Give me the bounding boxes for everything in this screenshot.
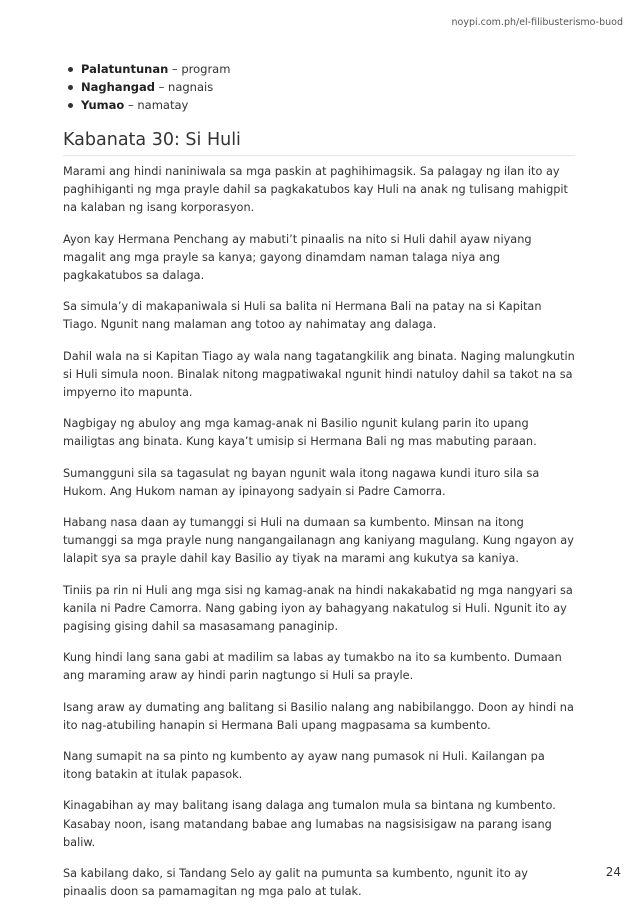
paragraph: Habang nasa daan ay tumanggi si Huli na dumaan sa kumbento. Minsan na itong tumanggi sa mga prayle nung nangangailanagn ang kaniyang magulang. Kung ngayon ay lalapit sya sa prayle dahil kay Basilio ay tiyak na marami ang kukutya sa kaniya. bbox=[63, 516, 574, 566]
paragraph: Isang araw ay dumating ang balitang si Basilio nalang ang nabibilanggo. Doon ay hindi na ito nag-atubiling hanapin si Hermana Bali upang magpasama sa kumbento. bbox=[63, 700, 574, 732]
definition-term: Palatuntunan bbox=[81, 62, 169, 76]
definition-item bbox=[81, 78, 575, 96]
chapter-body bbox=[63, 163, 575, 902]
bullet-icon bbox=[68, 103, 73, 108]
paragraph: Marami ang hindi naniniwala sa mga paskin at paghihimagsik. Sa palagay ng ilan ito ay paghihiganti ng mga prayle dahil sa pagkakatubos kay Huli na anak ng tulisang mahigpit na kalaban ng isang korporasyon. bbox=[63, 165, 568, 215]
paragraph: Sumangguni sila sa tagasulat ng bayan ngunit wala itong nagawa kundi ituro sila sa Hukom. Ang Hukom naman ay ipinayong sadyain si Padre Camorra. bbox=[63, 466, 540, 498]
paragraph: Kinagabihan ay may balitang isang dalaga ang tumalon mula sa bintana ng kumbento. Kasabay noon, isang matandang babae ang lumabas na nagsisisigaw na parang isang baliw. bbox=[63, 799, 556, 849]
paragraph: Ayon kay Hermana Penchang ay mabuti’t pinaalis na nito si Huli dahil ayaw niyang magalit ang mga prayle sa kanya; gayong dinamdam naman talaga niya ang pagkakatubos sa dalaga. bbox=[63, 232, 532, 283]
definition-list bbox=[63, 60, 575, 114]
definition-meaning: – program bbox=[168, 62, 231, 76]
bullet-icon bbox=[68, 67, 73, 72]
chapter-title: Kabanata 30: Si Huli bbox=[63, 130, 575, 156]
definition-meaning: – namatay bbox=[124, 98, 189, 112]
definition-item bbox=[81, 96, 575, 114]
paragraph: Sa simula’y di makapaniwala si Huli sa balita ni Hermana Bali na patay na si Kapitan Tiago. Ngunit nang malaman ang totoo ay nahimatay ang dalaga. bbox=[63, 300, 542, 332]
paragraph: Nagbigay ng abuloy ang mga kamag-anak ni Basilio ngunit kulang parin ito upang mailigtas ang binata. Kung kaya’t umisip si Hermana Bali ng mas mabuting paraan. bbox=[63, 417, 537, 449]
header-url: noypi.com.ph/el-filibusterismo-buod bbox=[451, 17, 623, 28]
definition-term: Yumao bbox=[81, 98, 125, 112]
paragraph: Nang sumapit na sa pinto ng kumbento ay ayaw nang pumasok ni Huli. Kailangan pa itong batakin at itulak papasok. bbox=[63, 750, 545, 782]
paragraph: Kung hindi lang sana gabi at madilim sa labas ay tumakbo na ito sa kumbento. Dumaan ang maraming araw ay hindi parin nagtungo si Huli sa prayle. bbox=[63, 651, 562, 683]
definition-meaning: – nagnais bbox=[154, 80, 214, 94]
bullet-icon bbox=[68, 85, 73, 90]
definition-item bbox=[81, 60, 575, 78]
definition-term: Naghangad bbox=[81, 80, 155, 94]
paragraph: Tiniis pa rin ni Huli ang mga sisi ng kamag-anak na hindi nakakabatid ng mga nangyari sa kanila ni Padre Camorra. Nang gabing iyon ay bahagyang nakatulog si Huli. Ngunit ito ay pagising gising dahil sa masasamang panaginip. bbox=[63, 583, 573, 634]
paragraph: Sa kabilang dako, si Tandang Selo ay galit na pumunta sa kumbento, ngunit ito ay pinaalis doon sa pamamagitan ng mga palo at tulak. bbox=[63, 867, 528, 899]
page-content bbox=[63, 60, 575, 915]
page-number: 24 bbox=[605, 865, 621, 879]
paragraph: Dahil wala na si Kapitan Tiago ay wala nang tagatangkilik ang binata. Naging malungkutin si Huli simula noon. Binalak nitong magpatiwakal ngunit hindi natuloy dahil sa takot na sa impyerno ito mapunta. bbox=[63, 349, 575, 400]
